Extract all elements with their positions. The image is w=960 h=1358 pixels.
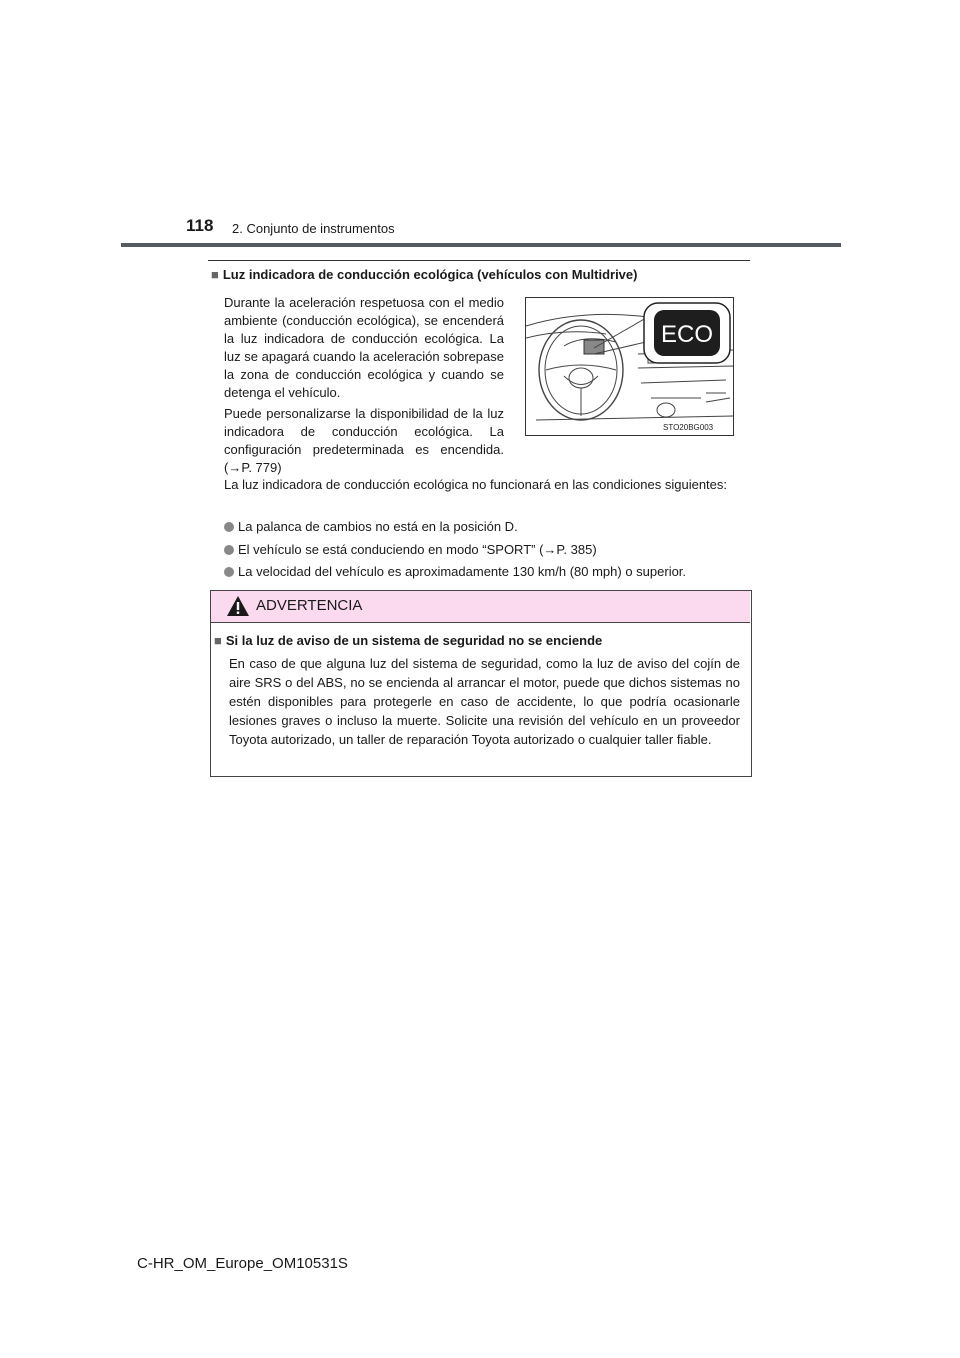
section-title <box>211 267 637 282</box>
paragraph-eco-description: Durante la aceleración respetuosa con el medio ambiente (conducción ecológica), se encenderá la luz indicadora de conducción ecológica. La luz se apagará cuando la aceleración sobrepase la zona de conducción ecológica y cuando se detenga el vehículo. <box>224 295 504 400</box>
page-number: 118 <box>186 216 214 235</box>
square-bullet-icon: ■ <box>211 267 219 282</box>
paragraph-conditions: La luz indicadora de conducción ecológica no funcionará en las condiciones siguientes: <box>224 477 728 492</box>
section-title-text: Luz indicadora de conducción ecológica (vehículos con Multidrive) <box>222 267 638 282</box>
bullet-dot-icon <box>224 567 234 577</box>
list-item-text: La velocidad del vehículo es aproximadamente 130 km/h (80 mph) o superior. <box>238 564 687 579</box>
warning-triangle-icon <box>226 595 250 622</box>
eco-label: ECO <box>660 321 714 348</box>
dashboard-illustration <box>525 297 734 436</box>
steering-wheel-illustration <box>526 298 733 435</box>
list-item-text: El vehículo se está conduciendo en modo “SPORT” (→P. 385) <box>238 542 597 557</box>
bullet-dot-icon <box>224 545 234 555</box>
list-item <box>224 518 518 536</box>
list-item-text: La palanca de cambios no está en la posición D. <box>238 519 518 534</box>
warning-title <box>214 633 602 648</box>
paragraph-customize: Puede personalizarse la disponibilidad de la luz indicadora de conducción ecológica. La configuración predeterminada es encendida. (→P. 779) <box>224 406 504 475</box>
header-rule <box>121 243 841 247</box>
warning-title-text: Si la luz de aviso de un sistema de seguridad no se enciende <box>225 633 603 648</box>
footer-document-code: C-HR_OM_Europe_OM10531S <box>137 1255 348 1272</box>
chapter-title: 2. Conjunto de instrumentos <box>232 221 395 236</box>
warning-label: ADVERTENCIA <box>256 597 363 614</box>
list-item <box>224 541 597 559</box>
warning-body: En caso de que alguna luz del sistema de seguridad, como la luz de aviso del cojín de aire SRS o del ABS, no se encienda al arrancar el motor, puede que dichos sistemas no estén disponibles para protegerle en caso de accidente, lo que podría ocasionarle lesiones graves o incluso la muerte. Solicite una revisión del vehículo en un proveedor Toyota autorizado, un taller de reparación Toyota autorizado o cualquier taller fiable. <box>229 656 740 747</box>
list-item <box>224 563 686 581</box>
bullet-dot-icon <box>224 522 234 532</box>
section-divider <box>208 260 750 261</box>
square-bullet-icon: ■ <box>214 633 222 648</box>
figure-code: STO20BG003 <box>663 423 714 432</box>
